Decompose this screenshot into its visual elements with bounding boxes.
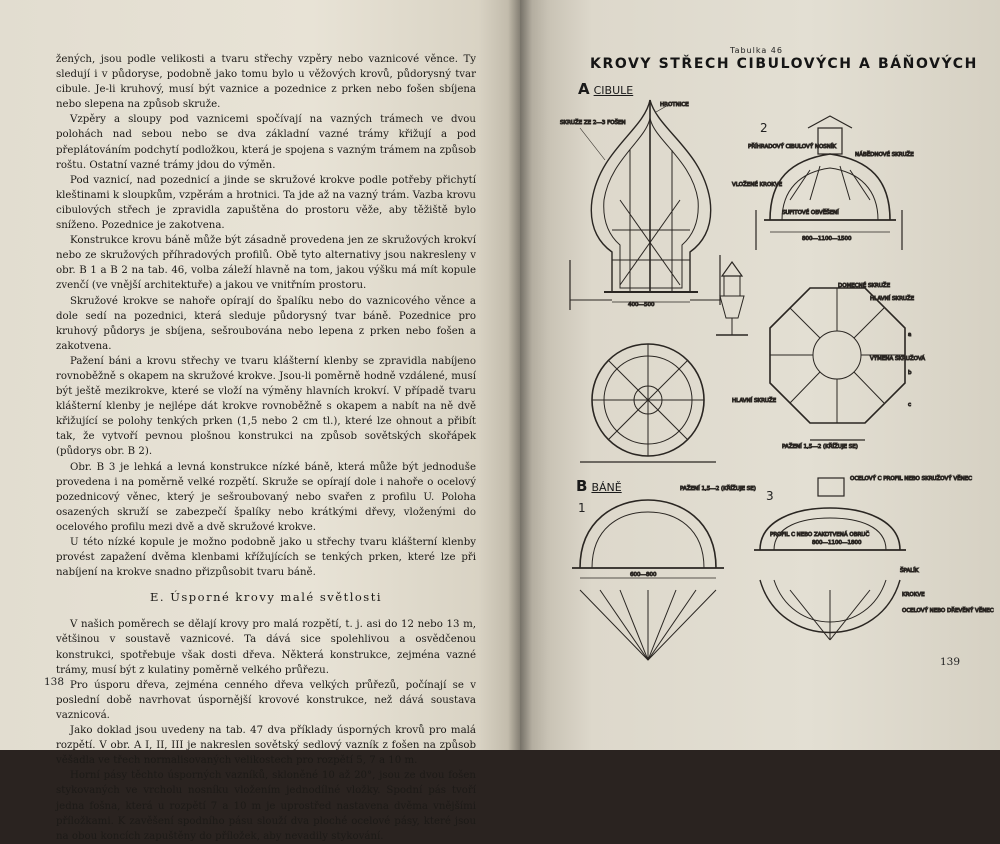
label-sufitove: SUFITOVÉ OBVĚŠENÍ [782, 210, 839, 216]
paragraph: Jako doklad jsou uvedeny na tab. 47 dva příklady úsporných krovů pro malá rozpětí. V obr. A I, II, III je nakreslen sovětský sedlový vazník z fošen na způsob věšadla ve třech normalisovaných velikostech pro rozpětí 5, 7 a 10 m. [56, 725, 476, 767]
label-hlavni-skruze-2: HLAVNÍ SKRUŽE [732, 398, 777, 404]
onion-dome-section-drawing [570, 100, 720, 310]
dome-section-1-drawing [572, 500, 724, 660]
paragraph: Obr. B 3 je lehká a levná konstrukce nízké báně, která může být jednoduše provedena i na poměrně velké rozpětí. Skruže se opírají dole i nahoře o ocelový pozednicový věnec, který je sešroubovaný nebo svařen z profilu U. Poloha osazených skruží se zabezpečí špalíky nebo krátkými dřevy, vloženými do ocelového profilu mezi dvě a dvě skružové krokve. [56, 461, 476, 533]
label-c: c [908, 402, 912, 408]
page-number-left: 138 [44, 676, 65, 688]
label-dim-800b: 800—1100—1800 [812, 540, 862, 546]
label-dim-800: 800—1100—1500 [802, 236, 852, 242]
label-hlavni-skruze: HLAVNÍ SKRUŽE [870, 296, 915, 302]
paragraph: V našich poměrech se dělají krovy pro malá rozpětí, t. j. asi do 12 nebo 13 m, většinou v soustavě vaznicové. Ta dává sice spolehlivou a osvědčenou konstrukci, spotřebuje však dosti dřeva. Některá konstrukce, zejména vazné trámy, musí být z kulatiny poměrně velkého průřezu. [56, 619, 476, 676]
dome-section-3-drawing [754, 478, 906, 640]
section-a-word: CIBULE [593, 84, 634, 97]
figure-number-3: 3 [766, 489, 774, 503]
plate-title: KROVY STŘECH CIBULOVÝCH A BÁŇOVÝCH [590, 56, 978, 72]
label-prihradovy: PŘÍHRADOVÝ CIBULOVÝ NOSNÍK [748, 144, 837, 150]
label-b: b [908, 370, 912, 376]
label-nabedni-skruze: NÁBĚDNOVÉ SKRUŽE [855, 152, 914, 158]
paragraph: Pod vaznicí, nad pozednicí a jinde se skružové krokve podle potřeby přichytí kleštinami k sloupkům, vzpěrám a hrotnici. Ta jde až na vazný trám. Vazba krovu cibulových střech je zpravidla zapuštěna do prostoru věže, aby těžiště bylo sníženo. Pozednice je zakotvena. [56, 174, 476, 232]
label-profil-c: PROFIL C NEBO ZAKOTVENÁ OBRUČ [770, 532, 870, 538]
label-domecne-skruze: DOMECNÉ SKRUŽE [838, 283, 891, 289]
paragraph: Skružové krokve se nahoře opírají do špalíku nebo do vaznicového věnce a dole sedí na pozednici, která sleduje půdorysný tvar báně. Pozednice pro kruhový půdorys je sbíjena, sešroubována nebo lepena z prken nebo fošen a zakotvena. [56, 295, 476, 352]
paragraph: Pažení báni a krovu střechy ve tvaru klášterní klenby se zpravidla nabíjeno rovnoběžně s okapem na skružové krokve. Jsou-li poměrně hodně vzdálené, musí být ještě mezikrokve, které se vloží na výměny hlavních krokví. V případě tvaru klášterní klenby je nejlépe dát krokve rovnoběžně s okapem a nabít na ně dvě křižující se polohy tenkých prken (1,5 nebo 2 cm tl.), které lze ohnout a přibít tak, že vytvoří pevnou plošnou konstrukci na způsob sovětských skořápek (půdorys obr. B 2). [56, 355, 476, 458]
label-dim-600: 600—800 [630, 572, 657, 578]
label-pazeni-a: PAŽENÍ 1,5—2 (KŘÍŽUJE SE) [782, 444, 858, 450]
figure-number-1: 1 [578, 501, 586, 515]
label-hrotnice: HROTNICE [660, 102, 689, 108]
section-b-letter: B [576, 477, 588, 495]
label-skruze-ze-fosen: SKRUŽE ZE 2—3 FOŠEN [560, 120, 626, 126]
paragraph: Pro úsporu dřeva, zejména cenného dřeva velkých průřezů, počínají se v poslední době navrhovat úspornější krovové konstrukce, než dává soustava vaznicová. [56, 679, 476, 721]
body-text [56, 52, 476, 844]
paragraph: Konstrukce krovu báně může být zásadně provedena jen ze skružových krokví nebo ze skružových příhradových profilů. Obě tyto alternativy jsou nakresleny v obr. B 1 a B 2 na tab. 46, volba záleží hlavně na tom, jakou výšku má mít kopule zvenčí (ve vnější architektuře) a jakou ve vnitřním prostoru. [56, 235, 476, 292]
page-number-right: 139 [940, 656, 961, 668]
table-label: Tabulka 46 [730, 46, 783, 55]
section-b-word: BÁNĚ [591, 481, 622, 494]
dome-plan-drawing [770, 288, 905, 440]
paragraph: žených, jsou podle velikosti a tvaru střechy vzpěry nebo vaznicové věnce. Ty sledují i v půdoryse, podobně jako tomu bylo u věžových krovů, půdorysný tvar cibule. Je-li kruhový, musí být vaznice a pozednice z prken nebo fošen sbíjena nebo slepena na způsob skruže. [56, 54, 476, 111]
section-a-letter: A [578, 80, 590, 98]
label-pazeni-b: PAŽENÍ 1,5—2 (KŘÍŽUJE SE) [680, 486, 756, 492]
label-ocelovy-nebo: OCELOVÝ NEBO DŘEVĚNÝ VĚNEC [902, 608, 994, 614]
paragraph: U této nízké kopule je možno podobně jako u střechy tvaru klášterní klenby provést zapažení dvěma klenbami křížujících se tenkých prken, které lze při nabíjení na krokve snadno přizpůsobit tvaru báně. [56, 537, 476, 579]
label-krokve: KROKVE [902, 592, 925, 598]
label-ocelovy-profil: OCELOVÝ C PROFIL NEBO SKRUŽOVÝ VĚNEC [850, 476, 972, 482]
paragraph: Horní pásy těchto úsporných vazníků, skloněné 10 až 20°, jsou ze dvou fošen stykovaných ve vrcholu nosníku vložením jednodílné vložky. Spodní pás tvoří jedna fošna, která u rozpětí 7 a 10 m je uprostřed nastavena dvěma vnějšími příložkami. K zavěšení spodního pásu slouží dva ploché ocelové pásy, které jsou na obou koncích zapuštěny do příložek, aby nevadily stykování. [56, 770, 476, 842]
label-spalik: ŠPALÍK [900, 568, 919, 574]
label-vymena: VÝMĚNA SKRUŽOVÁ [870, 356, 925, 362]
figure-number-2: 2 [760, 121, 768, 135]
onion-plan-drawing [580, 344, 716, 462]
label-vlozene-krokve: VLOŽENÉ KROKVE [732, 182, 783, 188]
label-a: a [908, 332, 912, 338]
paragraph: Vzpěry a sloupy pod vaznicemi spočívají na vazných trámech ve dvou polohách nad sebou nebo se dva základní vazné trámy křižují a pod přeplátováním podchytí podložkou, která je spojena s vazným trámem na způsob roštu. Ostatní vazné trámy jdou do výměn. [56, 114, 476, 171]
small-tower-drawing [716, 262, 748, 335]
technical-drawings [520, 0, 1000, 750]
label-dim-400: 400—500 [628, 302, 655, 308]
section-heading: E. Úsporné krovy malé světlosti [149, 590, 383, 605]
